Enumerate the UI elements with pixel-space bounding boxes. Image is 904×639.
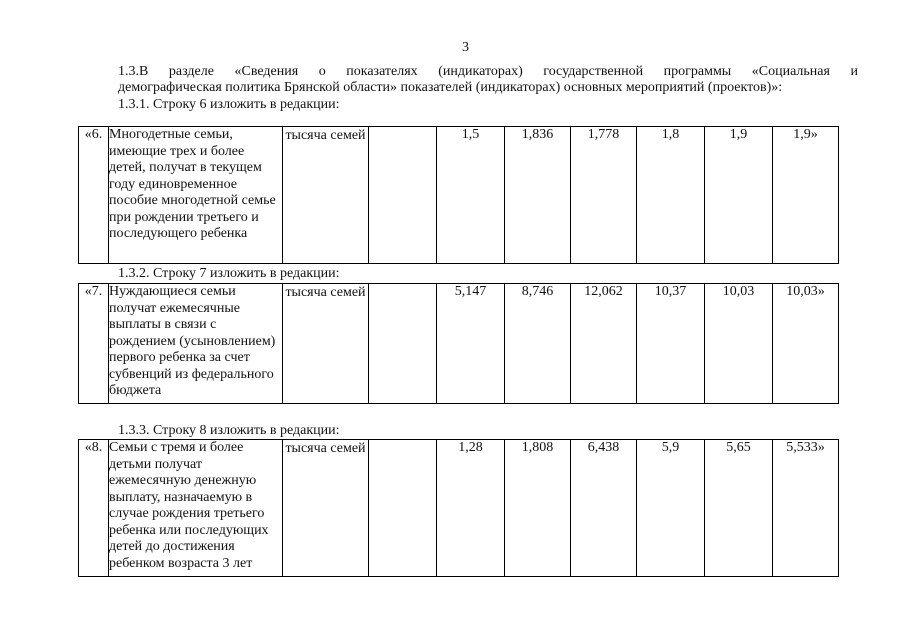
row-number: «7. xyxy=(79,284,109,404)
value-cell: 10,03» xyxy=(773,284,839,404)
unit-of-measure: тысяча семей xyxy=(283,284,369,404)
value-cell: 6,438 xyxy=(571,440,637,577)
indicator-table-row-7 xyxy=(78,283,839,404)
value-cell: 1,5 xyxy=(437,127,505,264)
empty-cell xyxy=(369,284,437,404)
intro-line-2: демографическая политика Брянской области» показателей (индикаторах) основных мероприятий (проектов)»: xyxy=(118,80,783,95)
value-cell: 1,28 xyxy=(437,440,505,577)
indicator-name: Многодетные семьи, имеющие трех и более детей, получат в текущем году единовременное пособие многодетной семье при рождении третьего и последующего ребенка xyxy=(109,127,283,264)
value-cell: 1,808 xyxy=(505,440,571,577)
row-number: «8. xyxy=(79,440,109,577)
empty-cell xyxy=(369,127,437,264)
section-3-heading: 1.3.3. Строку 8 изложить в редакции: xyxy=(118,423,340,438)
value-cell: 5,65 xyxy=(705,440,773,577)
indicator-table-row-8 xyxy=(78,439,839,577)
value-cell: 8,746 xyxy=(505,284,571,404)
indicator-table-row-6 xyxy=(78,126,839,264)
value-cell: 1,836 xyxy=(505,127,571,264)
unit-of-measure: тысяча семей xyxy=(283,440,369,577)
value-cell: 5,147 xyxy=(437,284,505,404)
value-cell: 10,03 xyxy=(705,284,773,404)
value-cell: 1,8 xyxy=(637,127,705,264)
value-cell: 5,9 xyxy=(637,440,705,577)
table-row xyxy=(79,127,839,264)
indicator-name: Нуждающиеся семьи получат ежемесячные выплаты в связи с рождением (усыновлением) первого ребенка за счет субвенций из федерального бюджета xyxy=(109,284,283,404)
row-number: «6. xyxy=(79,127,109,264)
table-row xyxy=(79,284,839,404)
value-cell: 1,778 xyxy=(571,127,637,264)
section-2-heading: 1.3.2. Строку 7 изложить в редакции: xyxy=(118,266,340,281)
value-cell: 1,9 xyxy=(705,127,773,264)
value-cell: 10,37 xyxy=(637,284,705,404)
value-cell: 5,533» xyxy=(773,440,839,577)
section-1-heading: 1.3.1. Строку 6 изложить в редакции: xyxy=(118,97,340,112)
intro-line-1: 1.3.В разделе «Сведения о показателях (индикаторах) государственной программы «Социальная и xyxy=(118,64,858,79)
indicator-name: Семьи с тремя и более детьми получат ежемесячную денежную выплату, назначаемую в случае рождения третьего ребенка или последующих детей до достижения ребенком возраста 3 лет xyxy=(109,440,283,577)
table-row xyxy=(79,440,839,577)
unit-of-measure: тысяча семей xyxy=(283,127,369,264)
empty-cell xyxy=(369,440,437,577)
value-cell: 12,062 xyxy=(571,284,637,404)
page-number: 3 xyxy=(462,40,469,55)
value-cell: 1,9» xyxy=(773,127,839,264)
